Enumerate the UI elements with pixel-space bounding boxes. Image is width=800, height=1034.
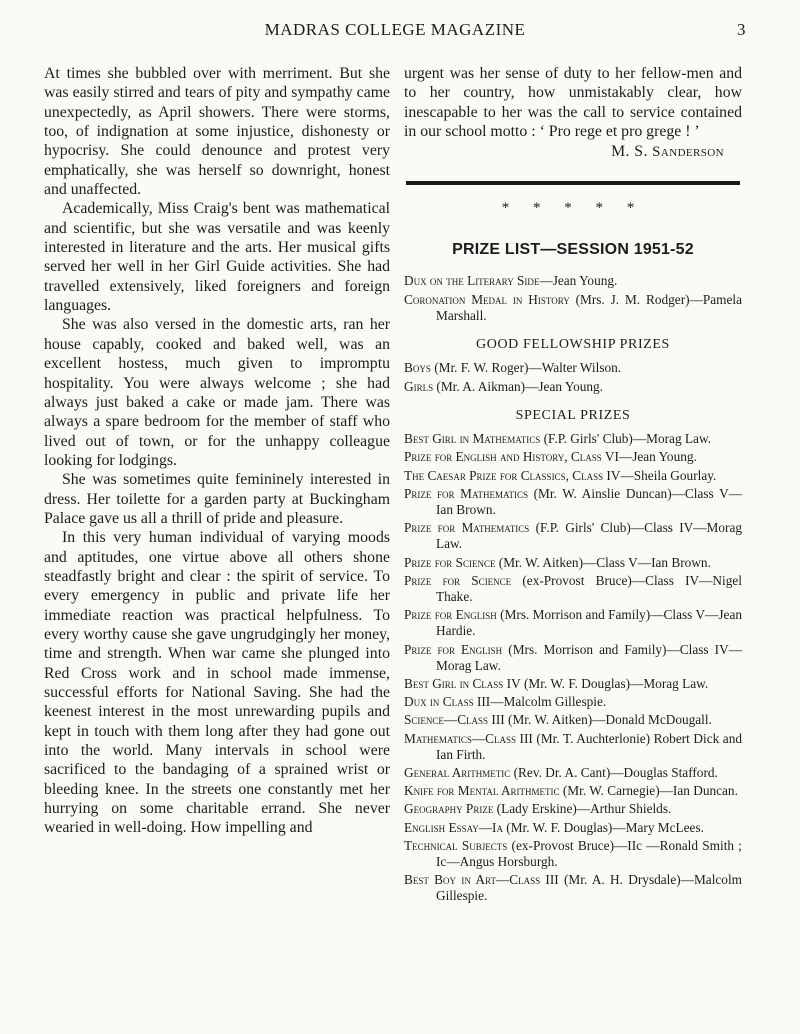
signature-initials: M. S. [611,143,648,161]
prize-name: Prize for Science [404,572,512,588]
prize-name: Knife for Mental Arithmetic [404,783,560,799]
prize-entry [404,486,742,518]
prize-detail: (Mr. A. H. Drysdale)—Malcolm Gillespie. [436,872,742,904]
running-title: MADRAS COLLEGE MAGAZINE [264,20,526,39]
body-paragraph: She was also versed in the domestic arts, ran her house capably, cooked and baked well, was an excellent hostess, much given to impromptu hospitality. You were always welcome ; she had always just baked a cake or made jam. There was always a spare bedroom for the member of staff who lived out of town, or for the unhappy colleague looking for lodgings. [44,316,390,469]
prize-entry [404,712,742,728]
prize-detail: (Mr. W. Ainslie Duncan)—Class V—Ian Brown. [436,485,743,517]
prize-entry [404,838,742,870]
prize-entry [404,431,742,447]
prize-name: Prize for Mathematics [404,520,530,536]
prize-name: Best Girl in Mathematics [404,431,541,447]
prize-entry [404,468,742,484]
body-paragraph: She was sometimes quite femininely interested in dress. Her toilette for a garden party at Buckingham Palace gave us all a thrill of pride and pleasure. [44,471,390,527]
prize-detail: (Mr. F. W. Roger)—Walter Wilson. [430,360,622,376]
prize-name: Best Boy in Art—Class III [404,872,559,888]
prize-entry [404,449,742,465]
prize-entry [404,783,742,799]
left-column [44,64,390,838]
continued-paragraph: urgent was her sense of duty to her fellow-men and to her country, how unmistakably clear, how inescapable to her was the call to service contained in our school motto : ‘ Pro rege et pro grege ! ’ [404,65,742,141]
section-divider [406,181,740,185]
prize-name: Prize for Mathematics [404,485,528,501]
prize-entry [404,820,742,836]
prize-entry [404,520,742,552]
prize-detail: —Jean Young. [618,449,697,465]
prize-entry [404,694,742,710]
prize-name: Science—Class III [404,712,505,728]
general-prizes [404,273,742,324]
prize-detail: (Lady Erskine)—Arthur Shields. [493,801,672,817]
prize-detail: (F.P. Girls' Club)—Morag Law. [540,431,712,447]
prize-list-title: PRIZE LIST—SESSION 1951-52 [452,241,694,259]
prize-entry [404,801,742,817]
prize-detail: (Mrs. Morrison and Family)—Class IV—Morag Law. [436,641,742,673]
prize-name: Dux in Class III [404,694,491,710]
prize-entry [404,872,742,904]
prize-name: The Caesar Prize for Classics, Class IV [404,467,621,483]
special-prizes [404,431,742,904]
prize-detail: (Mrs. Morrison and Family)—Class V—Jean Hardie. [436,607,742,639]
prize-name: Technical Subjects [404,837,508,853]
prize-detail: —Sheila Gourlay. [620,467,717,483]
prize-entry [404,676,742,692]
prize-detail: (Mr. T. Auchterlonie) Robert Dick and Ian Firth. [436,730,742,762]
page-number: 3 [737,20,746,39]
signature-surname: Sanderson [652,144,724,161]
body-paragraph: In this very human individual of varying moods and aptitudes, one virtue above all others shone steadfastly bright and clear : the spirit of service. To every emergency in public and private life her immediate reaction was practical helpfulness. To every worthy cause she gave ungrudgingly her money, time and strength. When war came she plunged into Red Cross work and in school made immense, successful efforts for National Saving. She had the keenest interest in the most unrewarding pupils and kept in touch with them long after they had gone out into the world. Many intervals in school were sacrificed to the bandaging of a sprained wrist or bleeding knee. In the streets one constantly met her hurrying on some charitable errand. She never wearied in well-doing. How impelling and [44,529,390,837]
prize-entry [404,573,742,605]
right-column [404,64,742,907]
prize-detail: (Mr. A. Aikman)—Jean Young. [433,378,604,394]
prize-name: English Essay—Ia [404,819,503,835]
prize-name: Coronation Medal in History [404,291,570,307]
fellowship-heading: GOOD FELLOWSHIP PRIZES [476,337,670,353]
prize-entry [404,273,742,289]
prize-detail: —Malcolm Gillespie. [490,694,607,710]
prize-detail: (Mr. W. Aitken)—Donald McDougall. [504,712,712,728]
prize-entry [404,555,742,571]
author-signature [404,142,742,162]
page-header [44,20,746,46]
prize-detail: (Mr. W. F. Douglas)—Mary McLees. [502,819,704,835]
prize-name: Mathematics—Class III [404,730,533,746]
body-paragraph: At times she bubbled over with merriment. But she was easily stirred and tears of pity and sympathy came unexpectedly, as April showers. There were storms, too, of indignation at some injustice, dishonesty or hypocrisy. She could denounce and protest very emphatically, she was herself so downright, honest and unaffected. [44,65,390,199]
prize-name: General Arithmetic [404,764,511,780]
prize-entry [404,731,742,763]
prize-entry [404,379,742,395]
prize-name: Dux on the Literary Side [404,273,540,289]
prize-detail: (Rev. Dr. A. Cant)—Douglas Stafford. [510,764,718,780]
prize-detail: (ex-Provost Bruce)—IIc —Ronald Smith ; Ic—Angus Horsburgh. [436,837,742,869]
prize-name: Prize for English [404,607,497,623]
prize-name: Prize for Science [404,554,496,570]
prize-detail: (Mr. W. Carnegie)—Ian Duncan. [559,783,738,799]
prize-detail: (Mrs. J. M. Rodger)—Pamela Marshall. [436,291,742,323]
prize-detail: —Jean Young. [539,273,618,289]
prize-entry [404,360,742,376]
prize-name: Prize for English [404,641,503,657]
prize-detail: (Mr. W. Aitken)—Class V—Ian Brown. [495,554,711,570]
special-heading: SPECIAL PRIZES [515,407,631,423]
prize-detail: (F.P. Girls' Club)—Class IV—Morag Law. [436,520,743,552]
prize-entry [404,292,742,324]
fellowship-prizes [404,360,742,394]
prize-entry [404,607,742,639]
prize-name: Prize for English and History, Class VI [404,449,619,465]
prize-name: Girls [404,378,434,394]
prize-name: Boys [404,360,431,376]
prize-name: Best Girl in Class IV [404,675,521,691]
prize-entry [404,765,742,781]
prize-name: Geography Prize [404,801,494,817]
prize-entry [404,642,742,674]
body-paragraph: Academically, Miss Craig's bent was mathematical and scientific, but she was versatile and was keenly interested in literature and the arts. Her musical gifts served her well in her Girl Guide activities. She had travelled extensively, liked foreigners and foreign languages. [44,200,390,315]
prize-detail: (Mr. W. F. Douglas)—Morag Law. [520,675,709,691]
asterism: * * * * * [501,199,645,216]
prize-detail: (ex-Provost Bruce)—Class IV—Nigel Thake. [436,572,742,604]
